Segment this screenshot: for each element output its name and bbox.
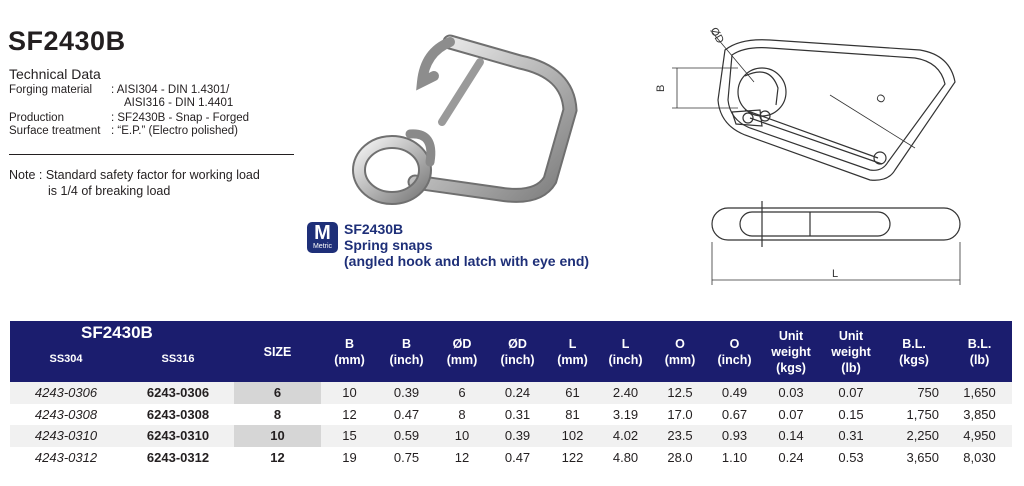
cell-weight-lb: 0.31 [821, 425, 881, 447]
caption-product-description: (angled hook and latch with eye end) [344, 253, 590, 269]
page-title: SF2430B [8, 26, 126, 56]
cell-weight-lb: 0.53 [838, 449, 864, 465]
dimension-od-label: ØD [707, 25, 727, 46]
col-header-l-inch: L (inch) [599, 321, 652, 382]
cell-ss304: 4243-0306 [10, 382, 122, 404]
cell-ss316: 6243-0312 [146, 449, 210, 465]
cell-ss316: 6243-0306 [122, 382, 234, 404]
cell-o-mm: 17.0 [667, 406, 693, 422]
table-row [10, 425, 1012, 447]
cell-od-mm: 10 [435, 425, 489, 447]
technical-data-heading: Technical Data [9, 66, 101, 82]
dimension-b-label: B [655, 84, 667, 92]
cell-weight-lb: 0.07 [821, 382, 881, 404]
cell-od-inch: 0.31 [504, 406, 531, 422]
cell-bl-lb: 8,030 [963, 449, 996, 465]
cell-l-inch: 4.02 [599, 425, 652, 447]
col-header-b-inch: B (inch) [378, 321, 435, 382]
spec-key: Forging material [9, 84, 93, 96]
table-row [10, 382, 1012, 404]
cell-od-inch: 0.47 [504, 449, 531, 465]
spec-value: : “E.P.” (Electro polished) [111, 125, 238, 137]
cell-b-inch: 0.39 [378, 382, 435, 404]
table-row [10, 404, 1012, 426]
cell-o-mm: 23.5 [652, 425, 708, 447]
cell-weight-kgs: 0.07 [778, 406, 804, 422]
cell-l-mm: 81 [565, 406, 580, 422]
cell-l-mm: 61 [546, 382, 599, 404]
col-header-o-mm: O (mm) [652, 321, 708, 382]
cell-b-inch: 0.59 [378, 425, 435, 447]
cell-bl-kgs: 750 [881, 382, 947, 404]
cell-l-inch: 3.19 [612, 406, 639, 422]
col-header-o-inch: O (inch) [708, 321, 761, 382]
col-header-weight-kgs: Unit weight (kgs) [761, 321, 821, 382]
col-header-l-mm: L (mm) [546, 321, 599, 382]
cell-b-mm: 12 [342, 406, 357, 422]
cell-b-inch: 0.75 [393, 449, 420, 465]
dimension-l-label: L [832, 268, 839, 280]
cell-o-inch: 0.49 [708, 382, 761, 404]
cell-ss304: 4243-0308 [34, 406, 98, 422]
caption-product-code: SF2430B [344, 221, 404, 237]
cell-l-inch: 4.80 [612, 449, 639, 465]
col-header-b-mm: B (mm) [321, 321, 378, 382]
cell-b-inch: 0.47 [393, 406, 420, 422]
cell-bl-lb: 4,950 [947, 425, 1012, 447]
spec-value: AISI316 - DIN 1.4401 [124, 97, 234, 109]
col-header-od-inch: ØD (inch) [489, 321, 546, 382]
cell-od-mm: 6 [435, 382, 489, 404]
col-header-ss316: SS316 [122, 345, 234, 382]
cell-o-inch: 1.10 [721, 449, 748, 465]
metric-badge-letter: M [314, 222, 331, 244]
col-header-bl-lb: B.L. (lb) [947, 321, 1012, 382]
cell-o-inch: 0.93 [708, 425, 761, 447]
product-photo [330, 22, 580, 217]
spec-key: Surface treatment [9, 125, 101, 137]
metric-badge-text: Metric [312, 243, 333, 250]
cell-od-inch: 0.39 [489, 425, 546, 447]
col-header-ss304: SS304 [10, 345, 122, 382]
cell-ss316: 6243-0308 [146, 406, 210, 422]
col-header-size: SIZE [234, 321, 321, 382]
col-header-weight-lb: Unit weight (lb) [821, 321, 881, 382]
cell-weight-kgs: 0.24 [778, 449, 804, 465]
cell-b-mm: 15 [321, 425, 378, 447]
caption-product-name: Spring snaps [344, 237, 433, 253]
cell-bl-kgs: 1,750 [906, 406, 940, 422]
cell-size: 6 [234, 382, 321, 404]
specification-table [10, 321, 1012, 468]
spec-value: : AISI304 - DIN 1.4301/ [111, 84, 230, 96]
note-text-continued: is 1/4 of breaking load [48, 184, 171, 198]
cell-size: 10 [234, 425, 321, 447]
cell-bl-kgs: 2,250 [881, 425, 947, 447]
cell-weight-lb: 0.15 [838, 406, 864, 422]
cell-weight-kgs: 0.14 [761, 425, 821, 447]
dimension-o-label: O [874, 92, 889, 106]
cell-bl-lb: 1,650 [947, 382, 1012, 404]
divider [9, 154, 294, 155]
technical-drawing [650, 10, 980, 295]
spec-key: Production [9, 112, 64, 124]
cell-od-mm: 8 [458, 406, 466, 422]
cell-o-mm: 28.0 [667, 449, 693, 465]
cell-bl-kgs: 3,650 [906, 449, 940, 465]
cell-weight-kgs: 0.03 [761, 382, 821, 404]
note-text: Note : Standard safety factor for working load [9, 168, 260, 182]
cell-o-mm: 12.5 [652, 382, 708, 404]
cell-ss316: 6243-0310 [122, 425, 234, 447]
cell-b-mm: 10 [321, 382, 378, 404]
cell-b-mm: 19 [342, 449, 357, 465]
cell-l-mm: 102 [546, 425, 599, 447]
cell-l-mm: 122 [561, 449, 584, 465]
cell-od-mm: 12 [454, 449, 470, 465]
table-group-title: SF2430B [10, 321, 234, 345]
cell-size: 12 [270, 449, 285, 465]
cell-ss304: 4243-0312 [34, 449, 98, 465]
cell-od-inch: 0.24 [489, 382, 546, 404]
table-row [10, 447, 1012, 469]
cell-ss304: 4243-0310 [10, 425, 122, 447]
cell-bl-lb: 3,850 [963, 406, 996, 422]
cell-l-inch: 2.40 [599, 382, 652, 404]
col-header-od-mm: ØD (mm) [435, 321, 489, 382]
col-header-bl-kgs: B.L. (kgs) [881, 321, 947, 382]
metric-badge [307, 222, 338, 253]
spec-value: : SF2430B - Snap - Forged [111, 112, 250, 124]
cell-size: 8 [273, 406, 282, 422]
cell-o-inch: 0.67 [721, 406, 748, 422]
